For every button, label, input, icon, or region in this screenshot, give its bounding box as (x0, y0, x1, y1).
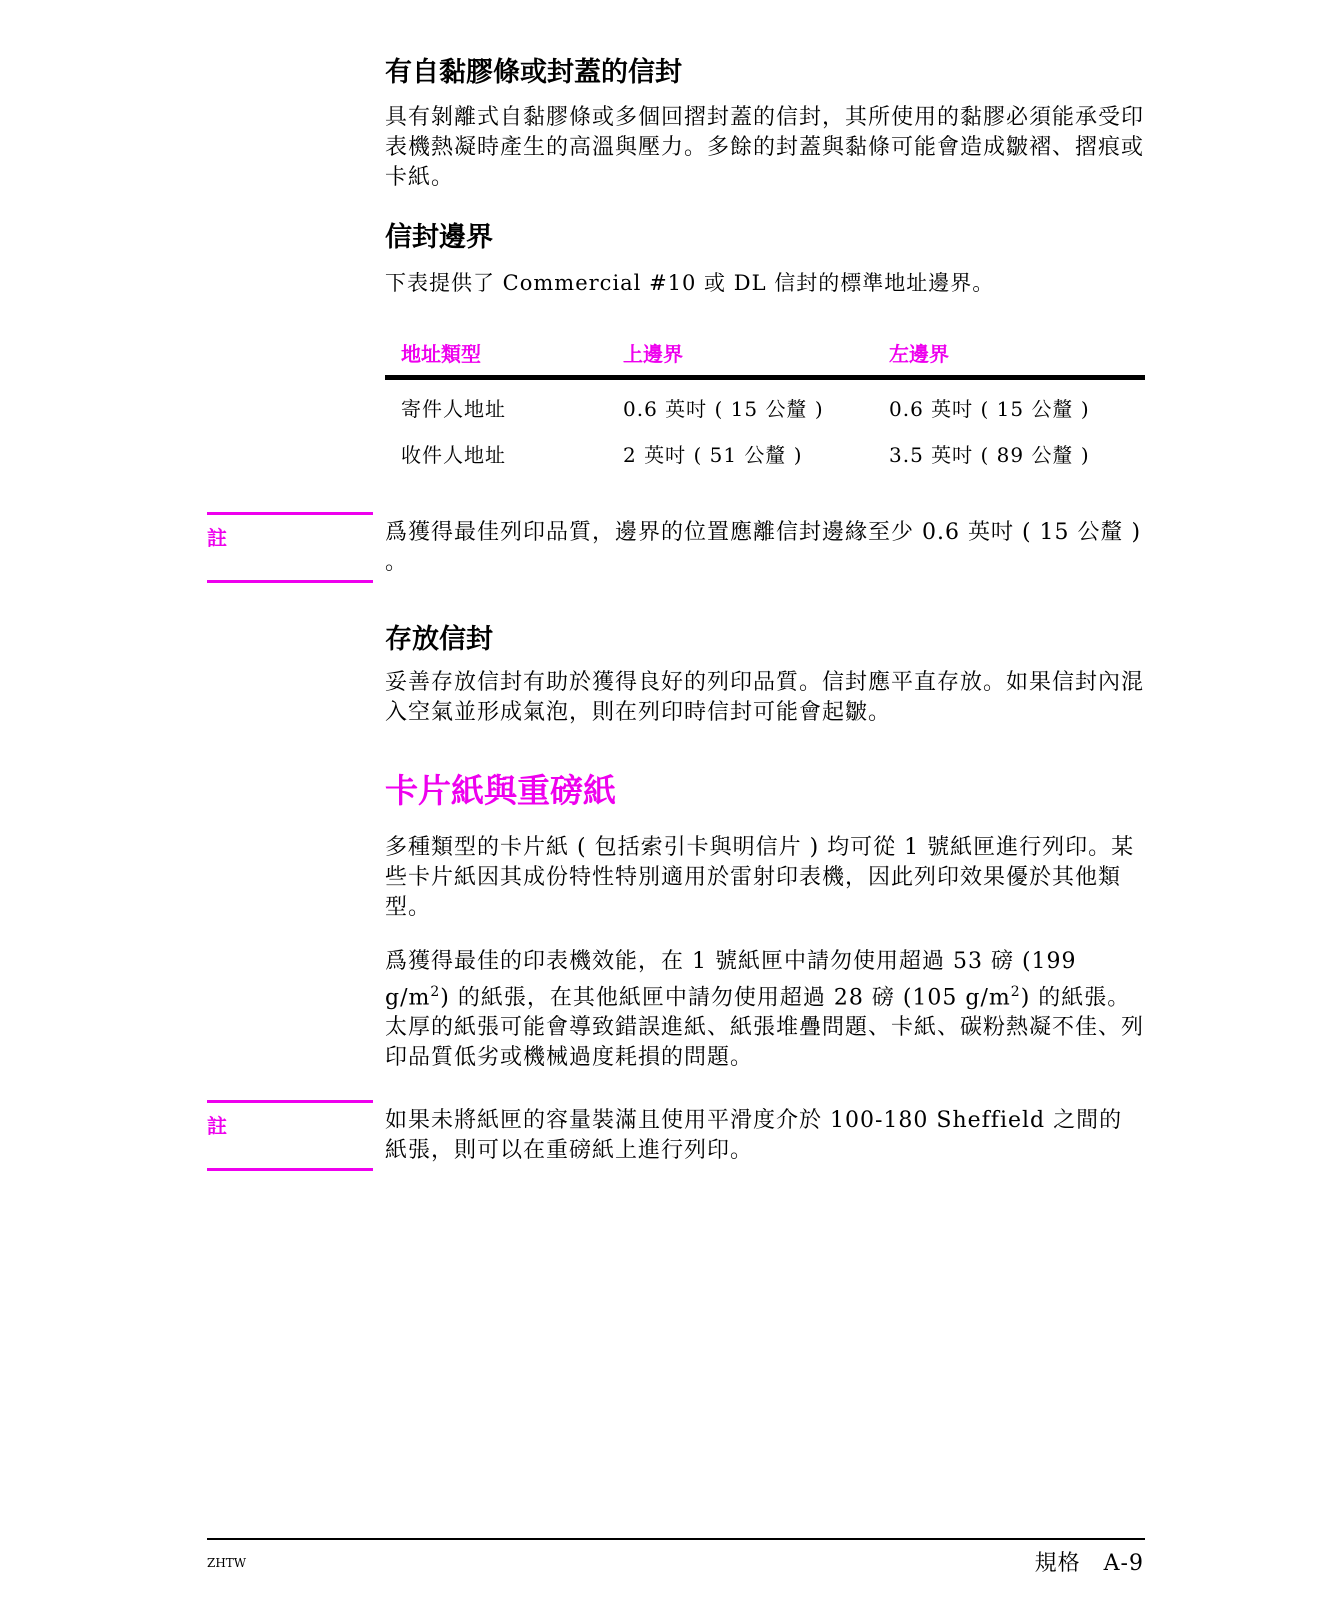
table-header-row (385, 334, 1145, 378)
superscript: 2 (1010, 984, 1021, 1000)
table-cell: 3.5 英吋 ( 89 公釐 ) (889, 442, 1090, 467)
note-bottom-rule (207, 580, 373, 583)
table-cell: 0.6 英吋 ( 15 公釐 ) (889, 396, 1090, 421)
table-cell: 收件人地址 (401, 442, 506, 467)
text-fragment: ) 的紙張。太厚的紙張可能會導致錯誤進紙、紙張堆疊問題、卡紙、碳粉熱凝不佳、列印品質低劣或機械過度耗損的問題。 (385, 985, 1145, 1071)
note-bottom-rule (207, 1168, 373, 1171)
footer-page-number: 規格 A-9 (1034, 1551, 1144, 1576)
paragraph-margins-intro: 下表提供了 Commercial #10 或 DL 信封的標準地址邊界。 (385, 271, 995, 295)
column-header-left-margin: 左邊界 (889, 342, 949, 366)
table-row (385, 430, 1145, 476)
heading-envelope-margins: 信封邊界 (385, 222, 493, 253)
footer-rule (207, 1538, 1145, 1540)
superscript: 2 (430, 984, 441, 1000)
paragraph-adhesive-envelopes: 具有剝離式自黏膠條或多個回摺封蓋的信封，其所使用的黏膠必須能承受印表機熱凝時產生的高溫與壓力。多餘的封蓋與黏條可能會造成皺褶、摺痕或卡紙。 (385, 105, 1145, 190)
paragraph-envelope-storage: 妥善存放信封有助於獲得良好的列印品質。信封應平直存放。如果信封內混入空氣並形成氣泡，則在列印時信封可能會起皺。 (385, 670, 1145, 725)
paragraph-cardstock-weight (385, 947, 1145, 1073)
note-text-heavy-paper: 如果未將紙匣的容量裝滿且使用平滑度介於 100-180 Sheffield 之間的紙張，則可以在重磅紙上進行列印。 (385, 1108, 1123, 1163)
note-label: 註 (207, 526, 227, 550)
table-cell: 寄件人地址 (401, 396, 506, 421)
note-text-margins: 爲獲得最佳列印品質，邊界的位置應離信封邊緣至少 0.6 英吋 ( 15 公釐 ) 。 (385, 520, 1142, 575)
heading-cardstock: 卡片紙與重磅紙 (385, 771, 616, 810)
table-row (385, 378, 1145, 431)
column-header-address-type: 地址類型 (401, 342, 481, 366)
table-cell: 0.6 英吋 ( 15 公釐 ) (623, 396, 824, 421)
margins-table (385, 334, 1145, 476)
heading-adhesive-envelopes: 有自黏膠條或封蓋的信封 (385, 57, 682, 88)
text-fragment: 爲獲得最佳的印表機效能，在 1 號紙匣中請勿使用超過 53 磅 (199 g/m (385, 949, 1077, 1011)
note-top-rule (207, 1100, 373, 1103)
note-top-rule (207, 512, 373, 515)
column-header-top-margin: 上邊界 (623, 342, 683, 366)
paragraph-cardstock-types: 多種類型的卡片紙 ( 包括索引卡與明信片 ) 均可從 1 號紙匣進行列印。某些卡片紙因其成份特性特別適用於雷射印表機，因此列印效果優於其他類型。 (385, 835, 1135, 920)
table-cell: 2 英吋 ( 51 公釐 ) (623, 442, 803, 467)
note-label: 註 (207, 1114, 227, 1138)
text-fragment: ) 的紙張，在其他紙匣中請勿使用超過 28 磅 (105 g/m (440, 985, 1011, 1011)
heading-envelope-storage: 存放信封 (385, 624, 493, 655)
footer-language-code: ZHTW (207, 1556, 247, 1570)
